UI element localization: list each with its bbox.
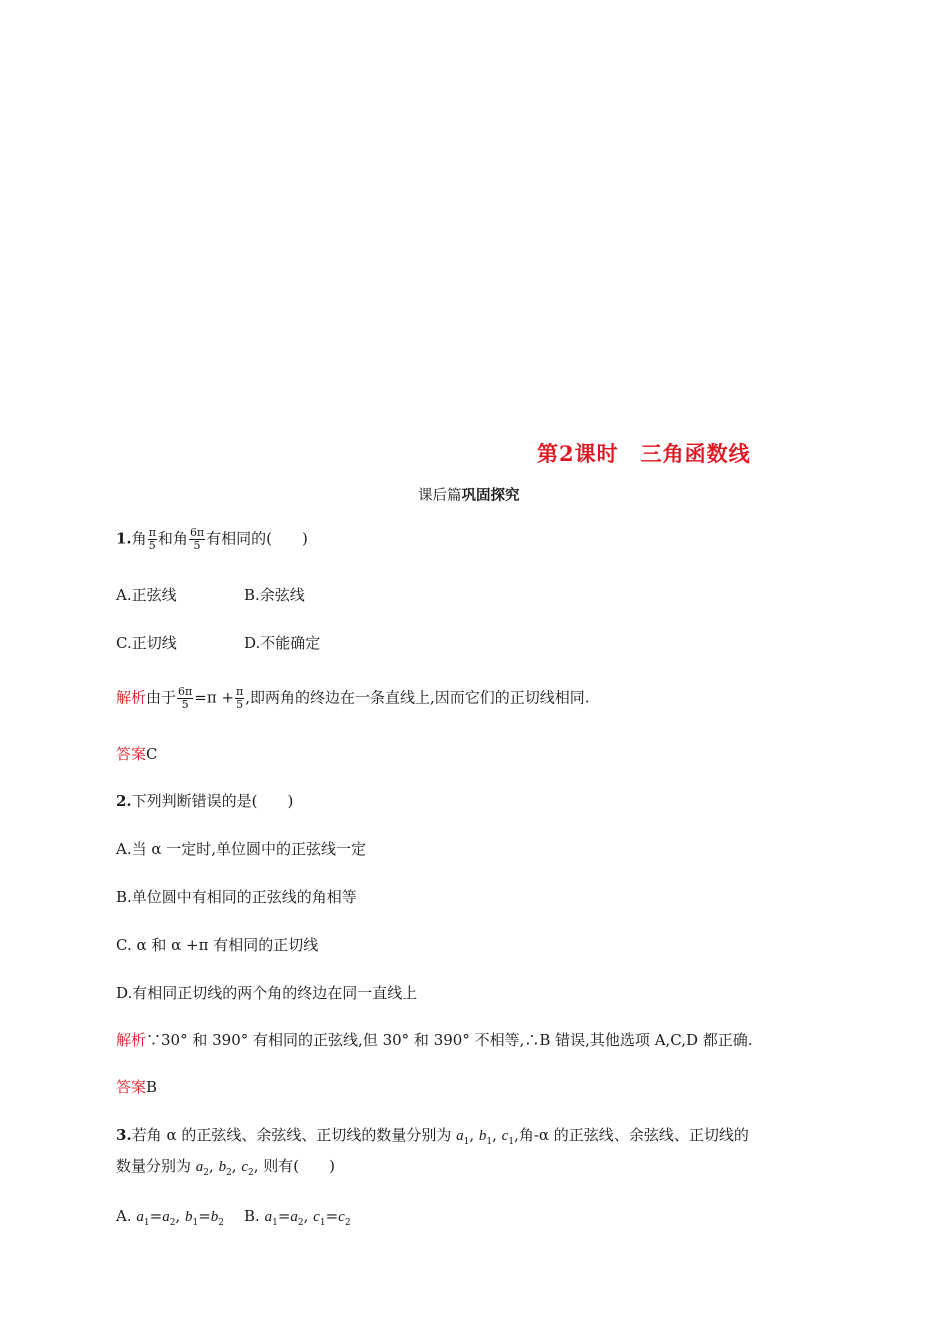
option-prefix: B.: [244, 1207, 260, 1225]
q1-option-d: D.不能确定: [244, 634, 321, 652]
q1-text: 和角: [157, 529, 188, 548]
separator: ,: [469, 1126, 479, 1144]
solution-text: 由于: [146, 688, 177, 707]
subscript: 2: [203, 1168, 210, 1178]
q1-option-a: A.正弦线: [116, 586, 177, 604]
numerator: π: [236, 685, 244, 698]
subscript: 2: [344, 1218, 351, 1228]
fraction: [148, 527, 157, 552]
q2-solution: [116, 1030, 753, 1050]
var-b: b: [210, 1209, 219, 1225]
fraction: [189, 527, 205, 552]
answer-value: B: [146, 1078, 158, 1096]
numerator: π: [148, 526, 156, 539]
separator: ,: [492, 1126, 502, 1144]
question-number: 3.: [116, 1126, 132, 1144]
subtitle-bold: 巩固探究: [461, 487, 520, 504]
answer-label: 答案: [116, 745, 147, 763]
var-b: b: [218, 1159, 227, 1175]
answer-value: C: [146, 745, 158, 763]
var-a: a: [162, 1209, 170, 1225]
q2-option-d: D.有相同正切线的两个角的终边在同一直线上: [116, 984, 418, 1002]
q3-text: ,角-α 的正弦线、余弦线、正切线的: [514, 1126, 749, 1144]
section-subtitle: [418, 484, 520, 505]
equals: =: [149, 1207, 163, 1225]
subscript: 1: [463, 1137, 470, 1147]
separator: ,: [209, 1157, 219, 1175]
q3-text: 数量分别为: [116, 1157, 196, 1175]
separator: ,: [231, 1157, 242, 1175]
denominator: 5: [236, 698, 244, 711]
question-2: [116, 791, 293, 811]
solution-text: =π +: [194, 688, 235, 707]
subscript: 2: [169, 1218, 176, 1228]
equals: =: [277, 1207, 291, 1225]
var-a: a: [290, 1209, 298, 1225]
equals: =: [198, 1207, 211, 1225]
solution-text: ,即两角的终边在一条直线上,因而它们的正切线相同.: [245, 688, 590, 707]
denominator: 5: [181, 698, 189, 711]
q2-answer: [116, 1077, 157, 1097]
subscript: 1: [192, 1218, 199, 1228]
subscript: 1: [508, 1137, 515, 1147]
var-c: c: [313, 1209, 320, 1225]
var-b: b: [478, 1128, 487, 1144]
q3-text: , 则有( ): [253, 1157, 335, 1175]
numerator: 6π: [178, 685, 193, 698]
q3-text: 若角 α 的正弦线、余弦线、正切线的数量分别为: [131, 1126, 457, 1144]
var-a: a: [136, 1209, 144, 1225]
solution-label: 解析: [116, 688, 147, 707]
q1-option-c: C.正切线: [116, 634, 177, 652]
question-3-line-1: [116, 1125, 749, 1152]
subscript: 1: [486, 1137, 493, 1147]
numerator: 6π: [189, 526, 205, 539]
solution-text: ∵30° 和 390° 有相同的正弦线,但 30° 和 390° 不相等,∴B 错误,其他选项 A,C,D 都正确.: [146, 1031, 753, 1049]
subscript: 2: [218, 1218, 225, 1228]
var-c: c: [241, 1159, 249, 1175]
question-1: [116, 527, 308, 552]
question-number: 2.: [116, 792, 132, 810]
q2-option-b: B.单位圆中有相同的正弦线的角相等: [116, 888, 357, 906]
q3-option-b: [244, 1206, 351, 1233]
subscript: 2: [297, 1218, 304, 1228]
question-3-line-2: [116, 1156, 335, 1183]
q1-solution: [116, 686, 590, 711]
question-number: 1.: [116, 529, 132, 548]
subtitle-normal: 课后篇: [418, 488, 462, 504]
subscript: 1: [143, 1218, 150, 1228]
q1-option-b: B.余弦线: [244, 586, 305, 604]
answer-label: 答案: [116, 1078, 147, 1096]
option-prefix: A.: [116, 1207, 132, 1225]
q1-text: 有相同的( ): [206, 529, 308, 548]
subscript: 1: [272, 1218, 278, 1228]
denominator: 5: [148, 539, 156, 552]
var-a: a: [195, 1159, 204, 1175]
var-c: c: [338, 1209, 345, 1225]
denominator: 5: [193, 539, 201, 552]
var-a: a: [264, 1209, 273, 1225]
fraction: [235, 686, 244, 711]
subscript: 1: [319, 1218, 326, 1228]
var-b: b: [184, 1209, 193, 1225]
lesson-title: 第2课时 三角函数线: [537, 441, 751, 466]
var-a: a: [456, 1128, 464, 1144]
subscript: 2: [248, 1168, 254, 1178]
q1-answer: [116, 744, 158, 764]
separator: ,: [175, 1207, 185, 1225]
q2-option-a: A.当 α 一定时,单位圆中的正弦线一定: [116, 840, 367, 858]
subscript: 2: [226, 1168, 232, 1178]
q3-option-a: [116, 1206, 224, 1233]
q2-option-c: C. α 和 α +π 有相同的正切线: [116, 936, 319, 954]
fraction: [177, 686, 193, 711]
solution-label: 解析: [116, 1031, 147, 1049]
separator: ,: [303, 1207, 314, 1225]
q1-text: 角: [131, 529, 147, 548]
q2-text: 下列判断错误的是( ): [131, 792, 294, 810]
var-c: c: [501, 1128, 509, 1144]
equals: =: [325, 1207, 339, 1225]
